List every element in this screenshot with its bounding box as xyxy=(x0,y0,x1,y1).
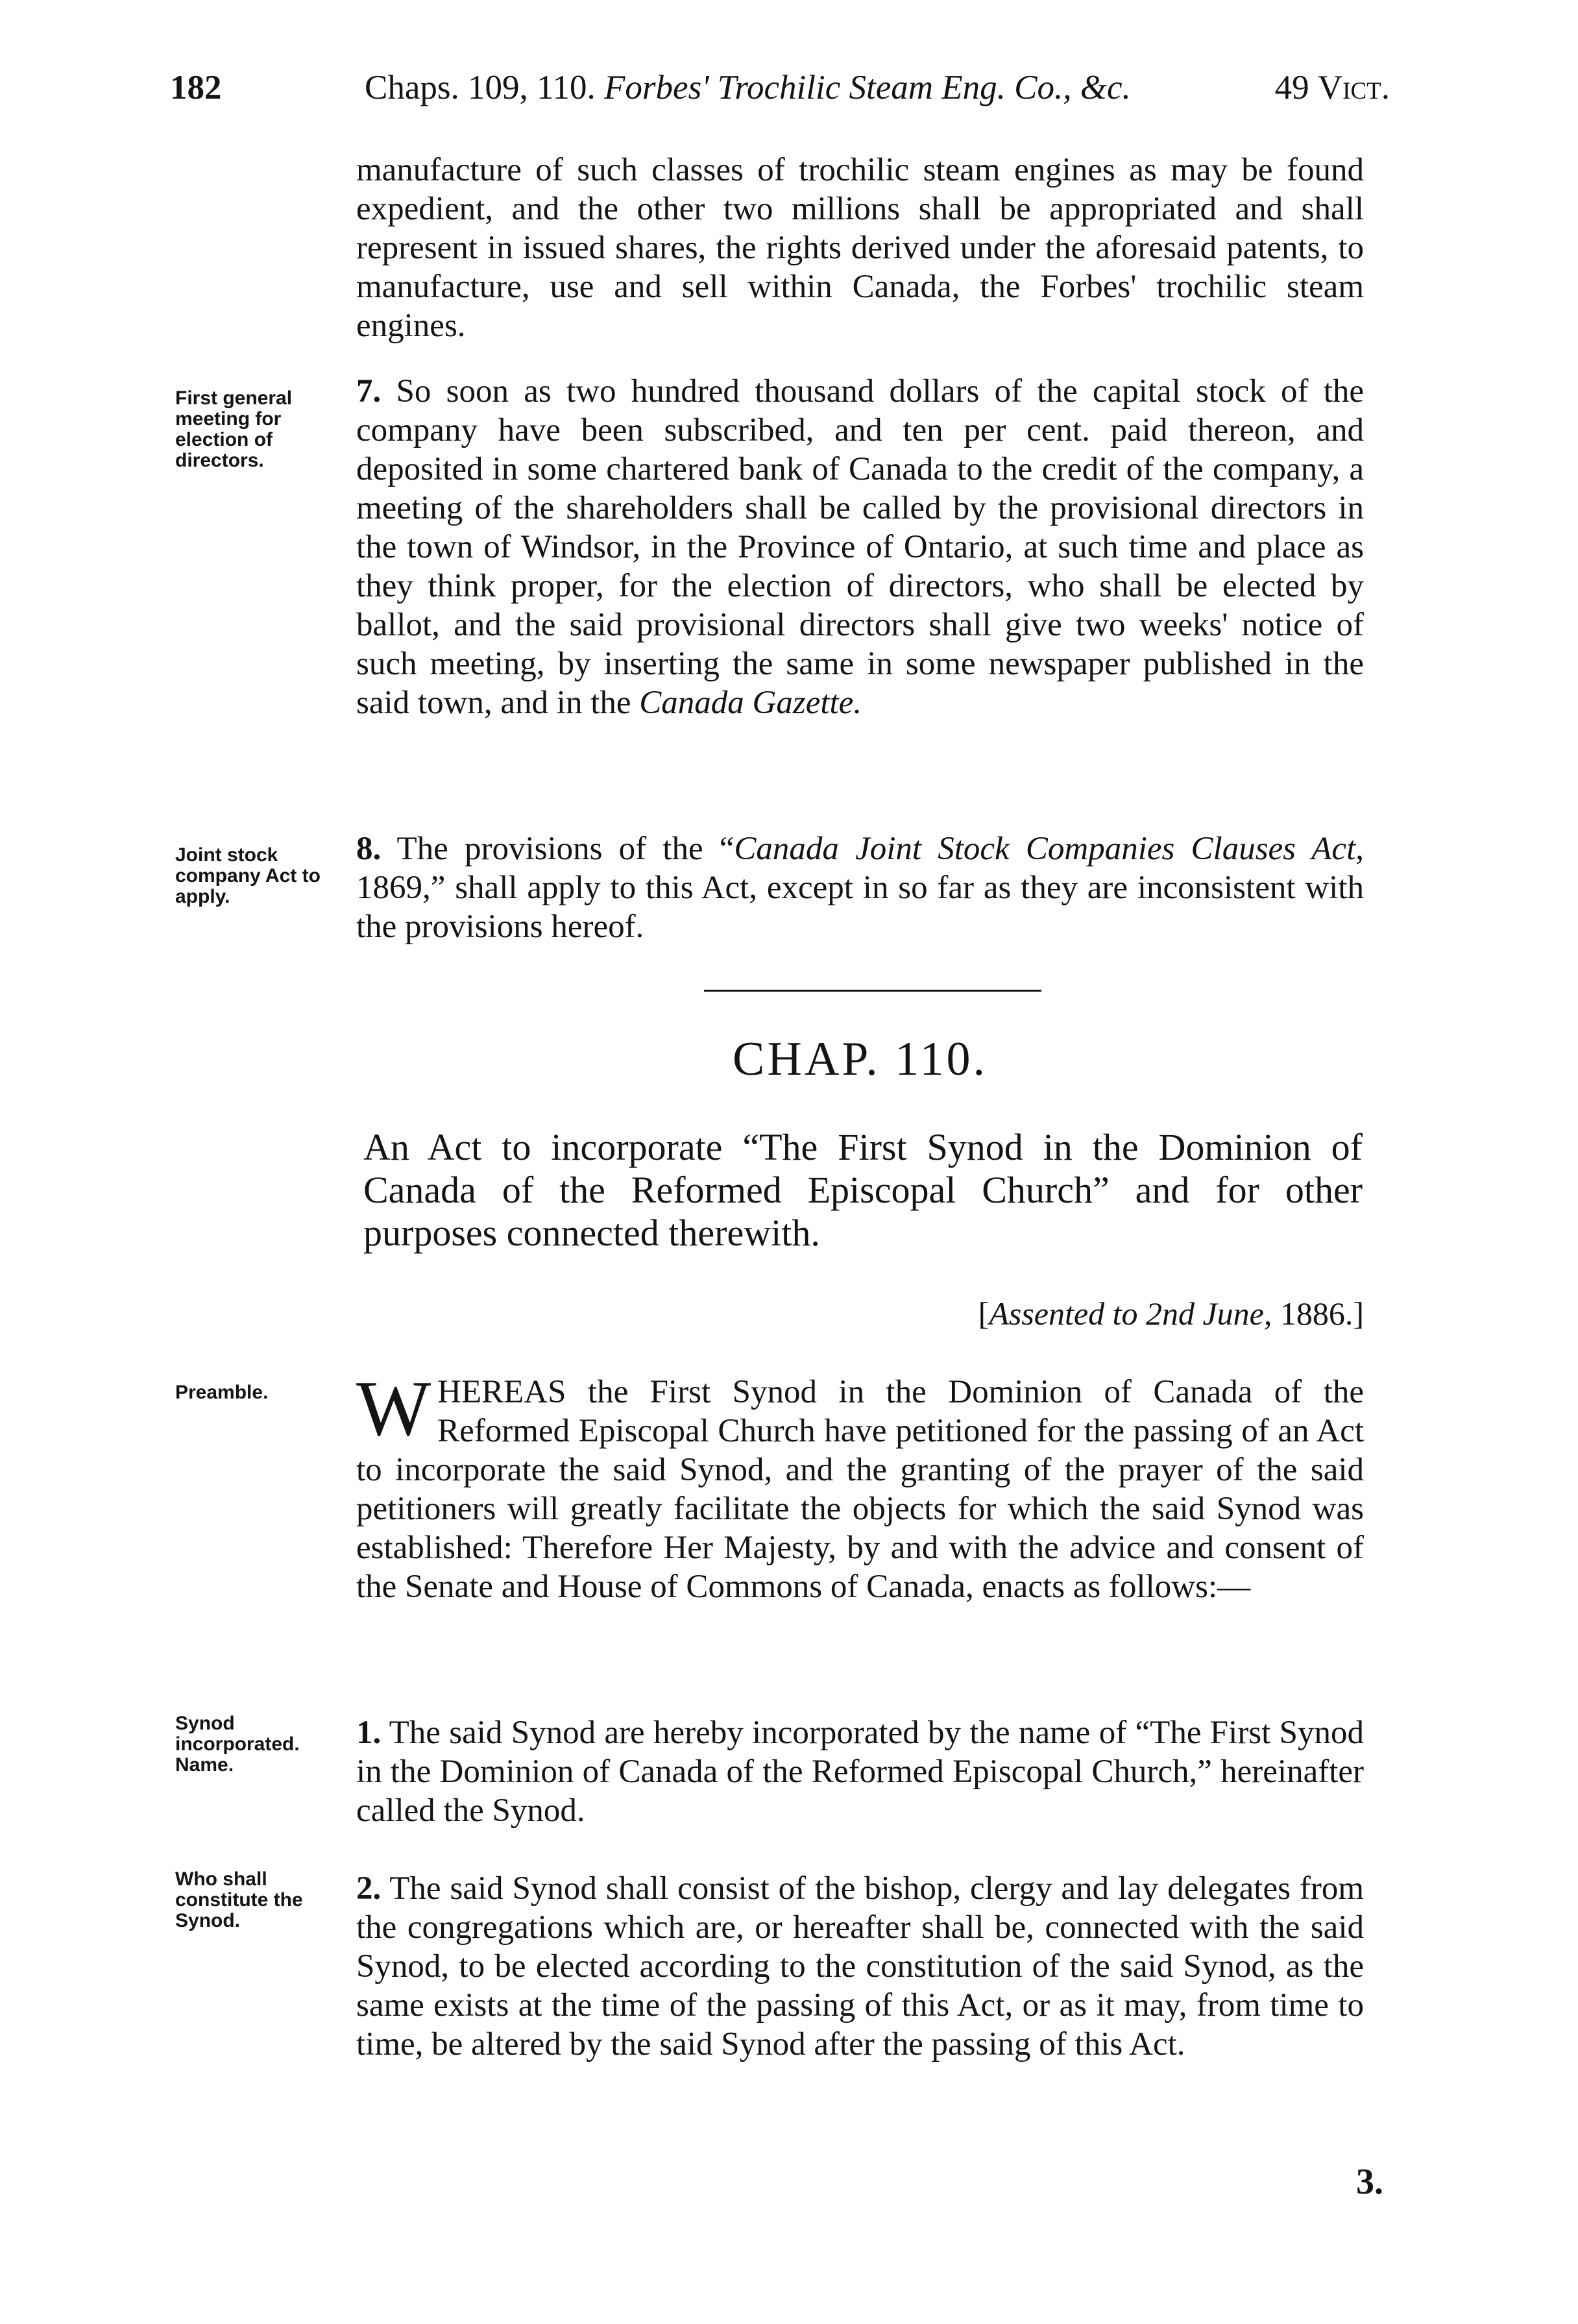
margin-note-joint-stock: Joint stock company Act to apply. xyxy=(175,844,321,907)
assent-date: [Assented to 2nd June, 1886.] xyxy=(978,1295,1364,1332)
preamble-paragraph: WHEREAS the First Synod in the Dominion of Canada of the Reformed Episcopal Church have petitioned for the passing of an Act to incorporate the said Synod, and the granting of the prayer of the said petitioners will greatly facilitate the objects for which the said Synod was established: Therefore Her Majesty, by and with the advice and consent of the Senate and House of Commons of Canada, enacts as follows:— xyxy=(356,1365,1364,1605)
section-1-number: 1. xyxy=(356,1715,382,1751)
running-title-italic: Forbes' Trochilic Steam Eng. Co., &c. xyxy=(604,69,1131,106)
session-number: 49 Vict. xyxy=(1274,69,1390,106)
margin-note-first-meeting: First general meeting for election of directors. xyxy=(175,387,293,471)
section-1: 1. The said Synod are hereby incorporated by the name of “The First Synod in the Dominion of Canada of the Reformed Episcopal Church,” hereinafter called the Synod. xyxy=(356,1715,1364,1829)
running-header xyxy=(170,68,1390,107)
section-8: 8. The provisions of the “Canada Joint Stock Companies Clauses Act, 1869,” shall apply to this Act, except in so far as they are inconsistent with the provisions hereof. xyxy=(356,831,1364,945)
continuation-paragraph: manufacture of such classes of trochilic steam engines as may be found expedient, and the other two millions shall be appropriated and shall represent in issued shares, the rights derived under the aforesaid patents, to manufacture, use and sell within Canada, the Forbes' trochilic steam engines. xyxy=(356,152,1364,344)
section-8-number: 8. xyxy=(356,831,382,867)
section-7: 7. So soon as two hundred thousand dollars of the capital stock of the company have been subscribed, and ten per cent. paid thereon, and deposited in some chartered bank of Canada to the credit of the company, a meeting of the shareholders shall be called by the provisional directors in the town of Windsor, in the Province of Ontario, at such time and place as they think proper, for the election of directors, who shall be elected by ballot, and the said provisional directors shall give two weeks' notice of such meeting, by inserting the same in some newspaper published in the said town, and in the Canada Gazette. xyxy=(356,373,1364,721)
catchword: 3. xyxy=(1356,2162,1383,2202)
section-divider xyxy=(704,990,1041,992)
section-2: 2. The said Synod shall consist of the bishop, clergy and lay delegates from the congregations which are, or hereafter shall be, connected with the said Synod, to be elected according to the constitution of the said Synod, as the same exists at the time of the passing of this Act, or as it may, from time to time, be altered by the said Synod after the passing of this Act. xyxy=(356,1870,1364,2062)
margin-note-incorporated: Synod incorporated. Name. xyxy=(175,1713,300,1776)
section-2-number: 2. xyxy=(356,1870,382,1907)
running-title: Chaps. 109, 110. Forbes' Trochilic Steam Eng. Co., &c. xyxy=(365,69,1131,106)
act-title: An Act to incorporate “The First Synod in the Dominion of Canada of the Reformed Episcopal Church” and for other purposes connected therewith. xyxy=(363,1126,1363,1254)
drop-cap: W xyxy=(356,1365,431,1452)
section-7-number: 7. xyxy=(356,373,382,410)
page-number: 182 xyxy=(170,69,222,106)
margin-note-who-constitute: Who shall constitute the Synod. xyxy=(175,1868,303,1931)
chapter-heading: CHAP. 110. xyxy=(733,1033,988,1086)
margin-note-preamble: Preamble. xyxy=(175,1382,269,1403)
